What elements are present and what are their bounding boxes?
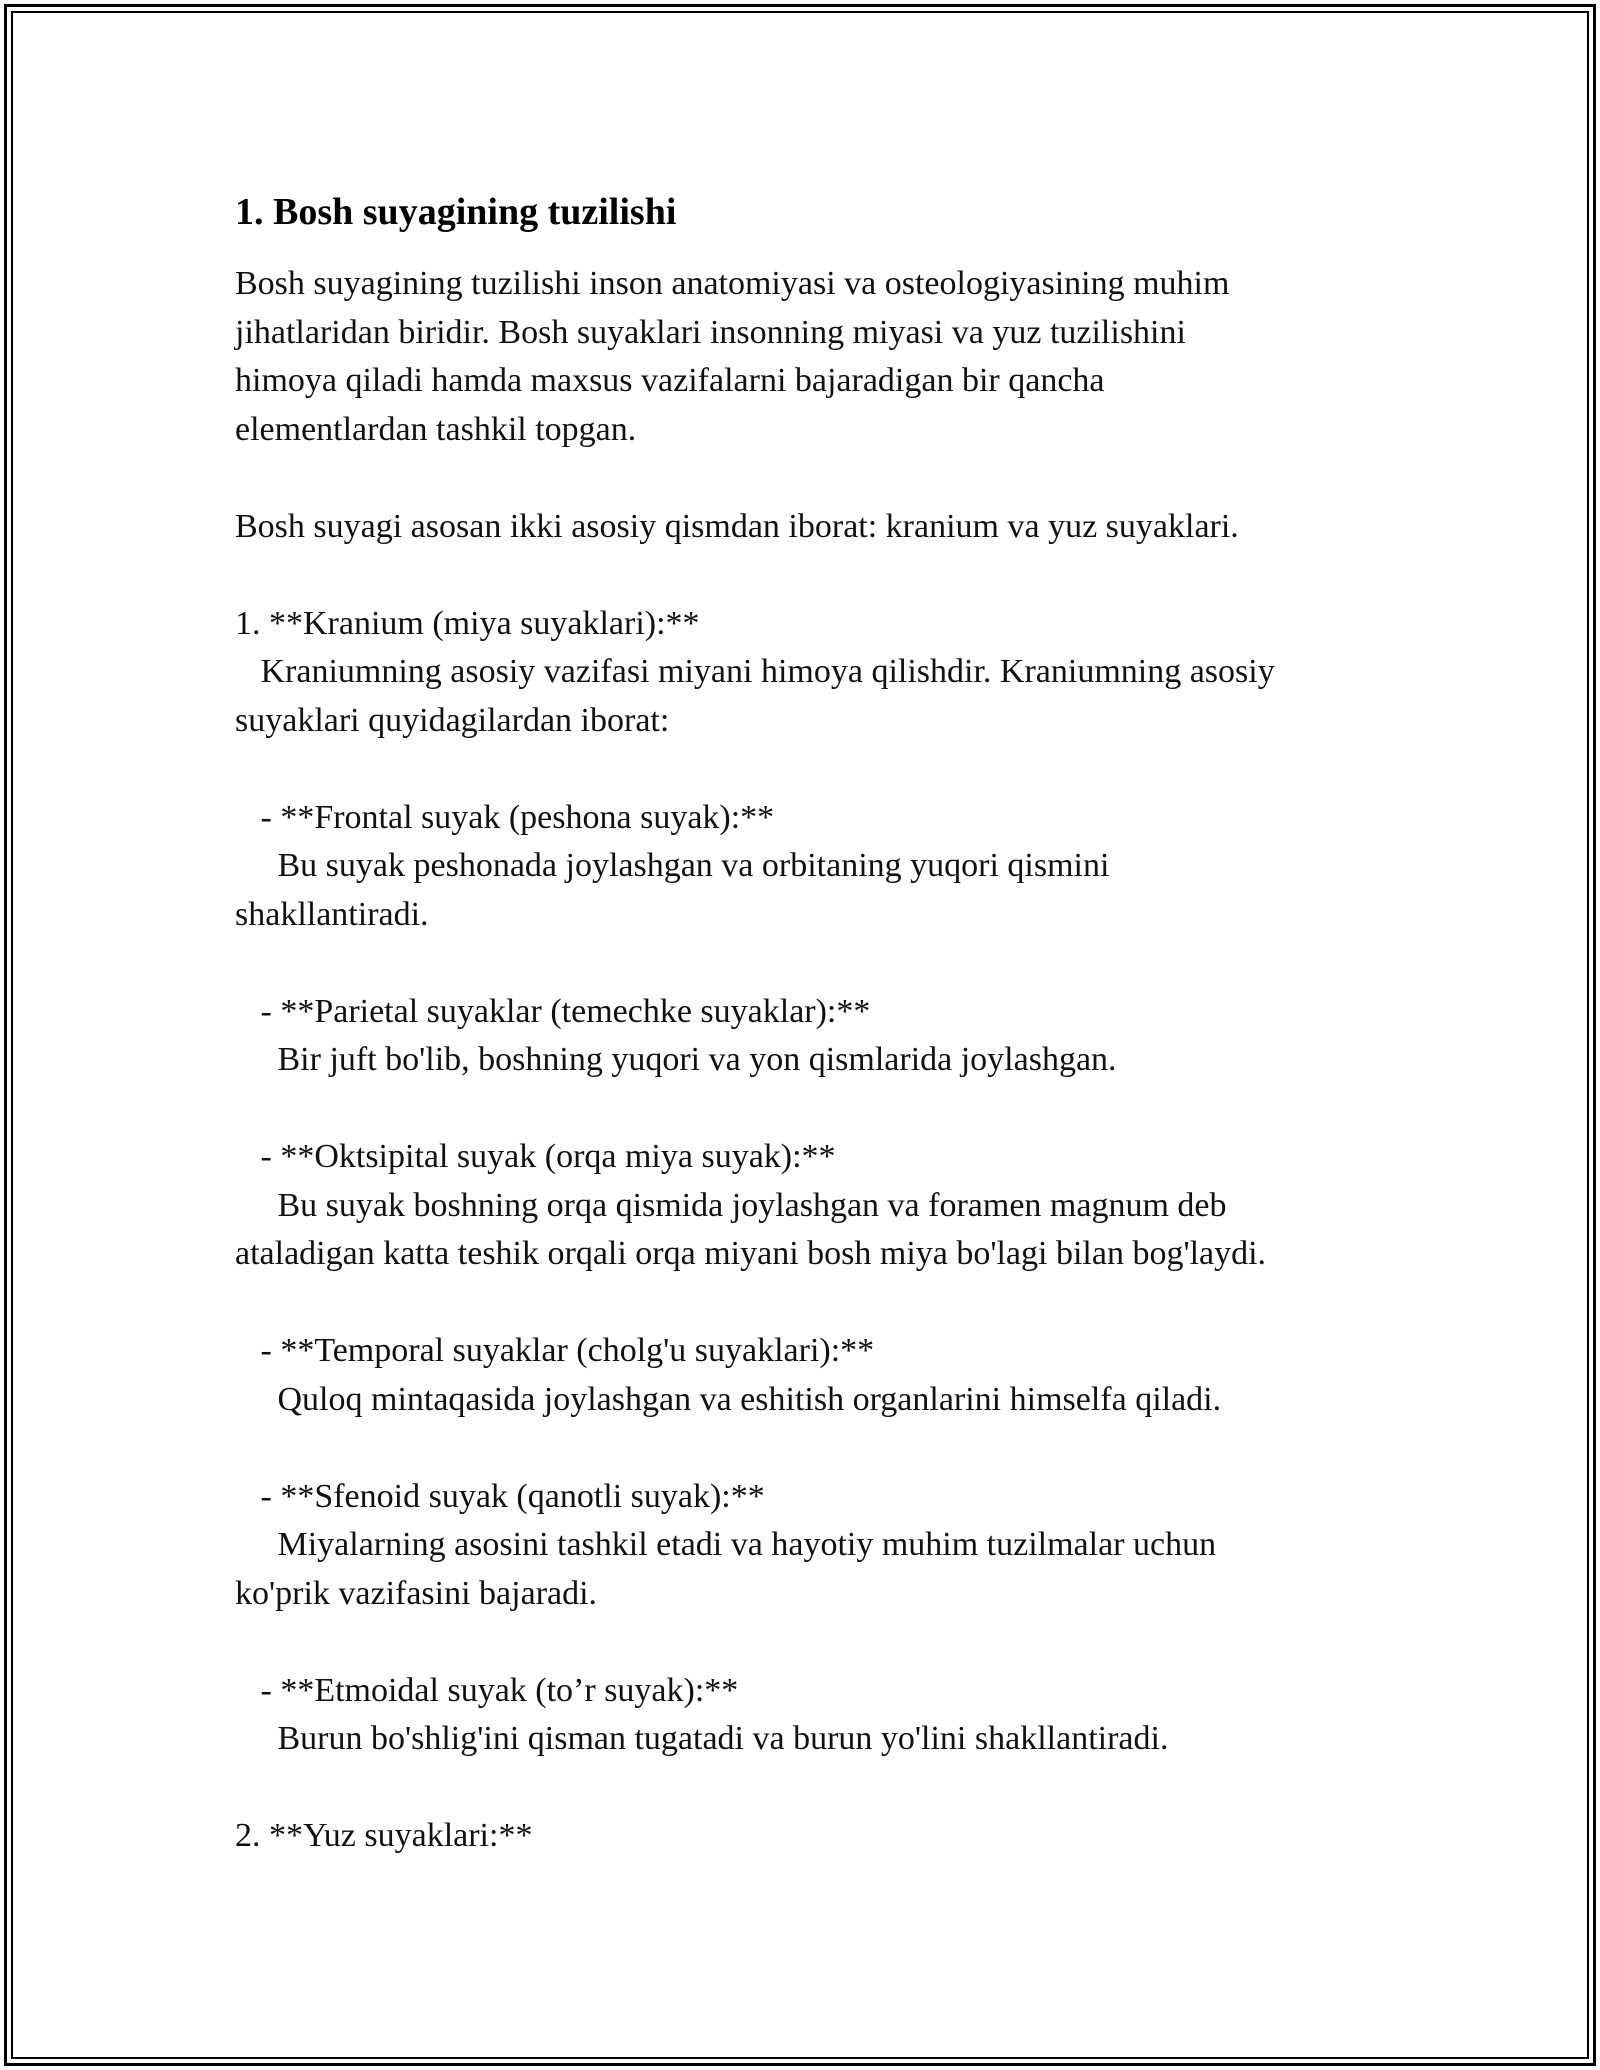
- section-heading: 1. Bosh suyagining tuzilishi: [235, 191, 677, 233]
- overview-paragraph: Bosh suyagi asosan ikki asosiy qismdan iborat: kranium va yuz suyaklari.: [235, 507, 1239, 545]
- cranium-item: 1. **Kranium (miya suyaklari):** Kraniumning asosiy vazifasi miyani himoya qilishdir. Kraniumning asosiy suyaklari quyidagilardan iborat:: [235, 604, 1275, 739]
- paragraph-gap: [235, 1764, 1385, 1813]
- paragraph-gap: [235, 551, 1385, 600]
- facial-bones-item: 2. **Yuz suyaklari:**: [235, 1817, 533, 1854]
- paragraph-gap: [235, 745, 1385, 794]
- occipital-bone-item: - **Oktsipital suyak (orqa miya suyak):** Bu suyak boshning orqa qismida joylashgan va foramen magnum deb ataladigan katta teshik orqali orqa miyani bosh miya bo'lagi bilan bog'laydi.: [235, 1138, 1267, 1272]
- parietal-bones-item: - **Parietal suyaklar (temechke suyaklar):** Bir juft bo'lib, boshning yuqori va yon qismlarida joylashgan.: [260, 992, 1117, 1078]
- frontal-bone-item: - **Frontal suyak (peshona suyak):** Bu suyak peshonada joylashgan va orbitaning yuqori qismini shakllantiradi.: [235, 798, 1110, 933]
- paragraph-gap: [235, 1618, 1385, 1667]
- temporal-bones-item: - **Temporal suyaklar (cholg'u suyaklari):** Quloq mintaqasida joylashgan va eshitish organlarini himselfa qiladi.: [260, 1332, 1222, 1418]
- paragraph-gap: [235, 1424, 1385, 1473]
- paragraph-gap: [235, 454, 1385, 503]
- ethmoid-bone-item: - **Etmoidal suyak (to’r suyak):** Burun bo'shlig'ini qisman tugatadi va burun yo'lini shakllantiradi.: [260, 1671, 1169, 1757]
- paragraph-gap: [235, 939, 1385, 988]
- paragraph-gap: [235, 1085, 1385, 1134]
- paragraph-gap: [235, 1279, 1385, 1328]
- intro-paragraph: Bosh suyagining tuzilishi inson anatomiyasi va osteologiyasining muhim jihatlaridan biridir. Bosh suyaklari insonning miyasi va yuz tuzilishini himoya qiladi hamda maxsus vazifalarni bajaradigan bir qancha elementlardan tashkil topgan.: [235, 265, 1230, 448]
- document-body: [235, 188, 1385, 1861]
- sphenoid-bone-item: - **Sfenoid suyak (qanotli suyak):** Miyalarning asosini tashkil etadi va hayotiy muhim tuzilmalar uchun ko'prik vazifasini bajaradi.: [235, 1477, 1217, 1612]
